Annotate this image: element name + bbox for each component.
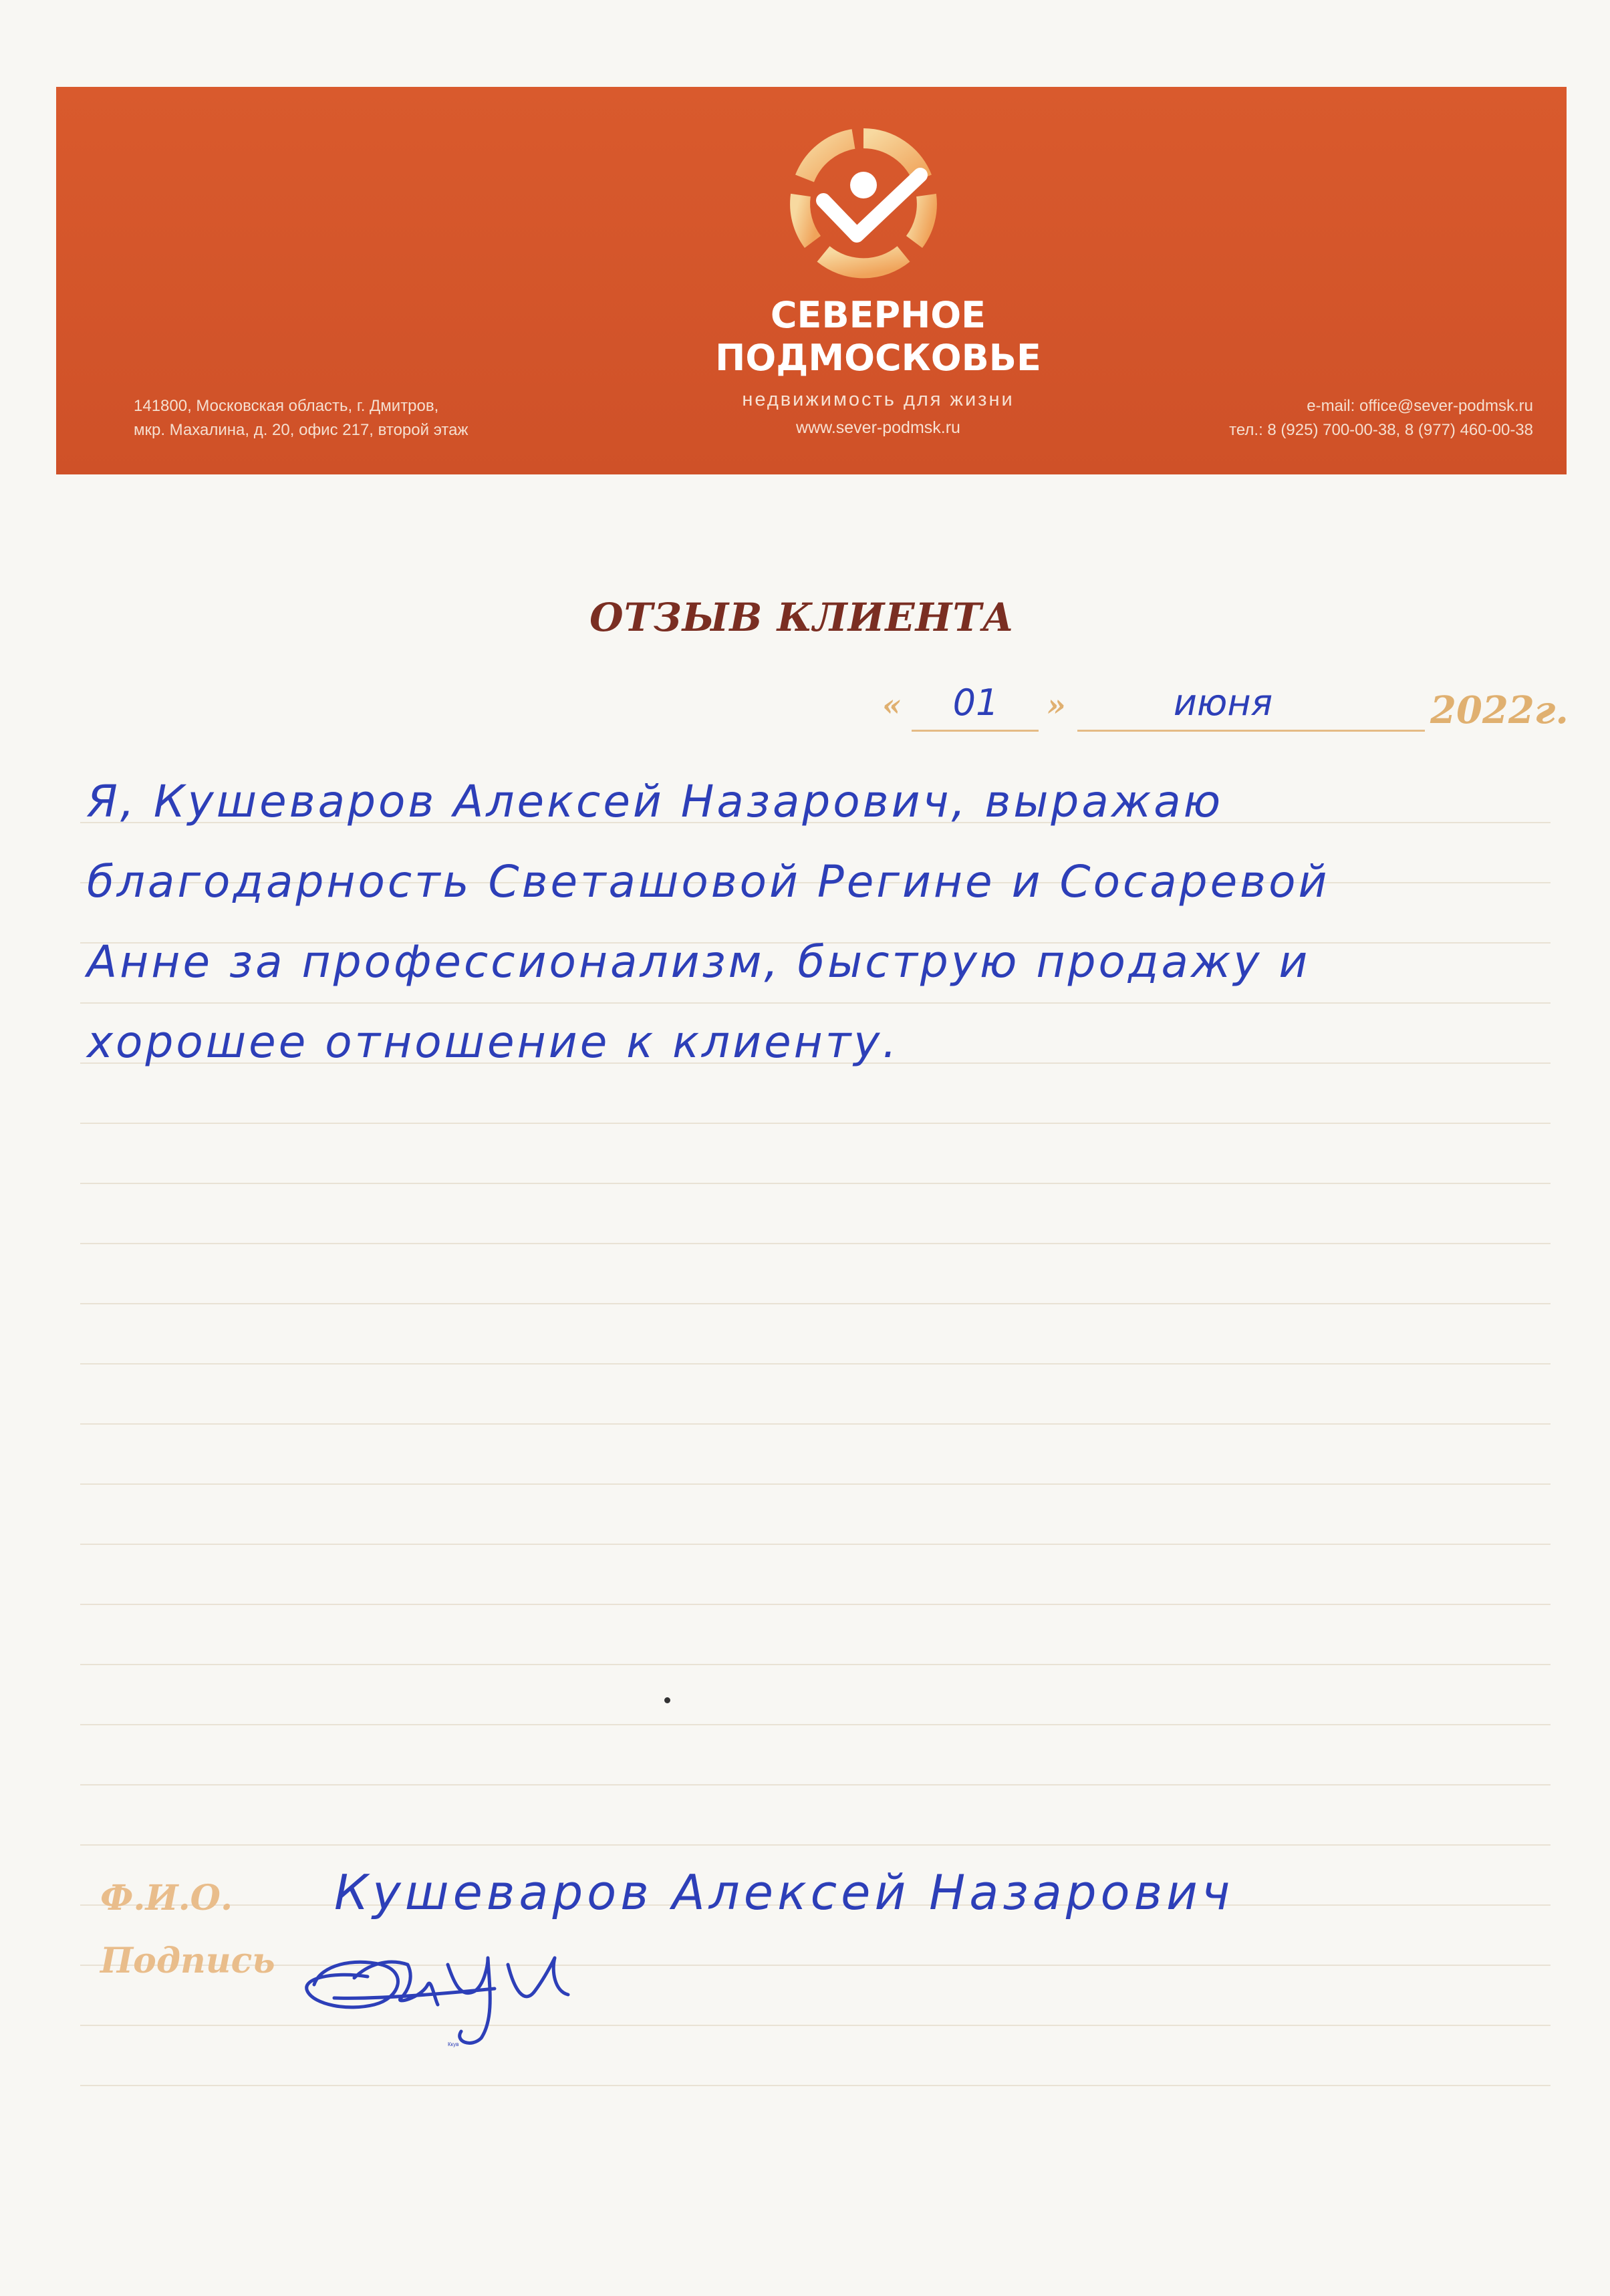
date-close-quote: » [1047,687,1066,723]
address-line-1: 141800, Московская область, г. Дмитров, [134,397,439,415]
ruled-line [80,1123,1551,1124]
brand-name-line2: ПОДМОСКОВЬЕ [715,337,1041,379]
signature-text: Ккув [448,2041,459,2047]
email: e-mail: office@sever-podmsk.ru [1307,397,1533,415]
signature-image [294,1924,601,2051]
ruled-line [80,1724,1551,1725]
month-underline [1077,730,1425,732]
ruled-line [80,1363,1551,1365]
ruled-line [80,1664,1551,1665]
website-link: www.sever-podmsk.ru [796,418,960,437]
review-line: благодарность Светашовой Регине и Сосаревой [87,856,1330,907]
address-line-2: мкр. Махалина, д. 20, офис 217, второй этаж [134,421,468,439]
phones: тел.: 8 (925) 700-00-38, 8 (977) 460-00-38 [1229,421,1533,439]
date-day: 01 [952,682,999,724]
name-value: Кушеваров Алексей Назарович [334,1864,1234,1920]
review-line: хорошее отношение к клиенту. [87,1016,900,1068]
ruled-line [80,1544,1551,1545]
form-title: ОТЗЫВ КЛИЕНТА [589,595,1015,640]
review-line: Я, Кушеваров Алексей Назарович, выражаю [87,776,1224,827]
ruled-line [80,2085,1551,2086]
ruled-line [80,1183,1551,1184]
company-logo-icon [783,122,944,282]
company-address [134,394,468,442]
letterhead [56,87,1567,474]
day-underline [912,730,1039,732]
signature-label: Подпись [100,1941,275,1981]
ruled-line [80,1604,1551,1605]
brand-name-line1: СЕВЕРНОЕ [770,294,986,336]
date-year: 2022г. [1430,688,1569,732]
ruled-line [80,1784,1551,1785]
date-field [882,682,1569,735]
ruled-line [80,1844,1551,1846]
ruled-line [80,1303,1551,1304]
company-contacts [1229,394,1533,442]
review-text [87,762,1544,1083]
ruled-line [80,1423,1551,1425]
date-open-quote: « [882,687,902,723]
ink-dot [664,1697,670,1703]
ruled-line [80,1483,1551,1485]
date-month: июня [1173,682,1273,724]
review-line: Анне за профессионализм, быструю продажу и [87,936,1311,988]
ruled-line [80,1243,1551,1244]
name-label: Ф.И.О. [100,1878,233,1918]
brand-tagline: недвижимость для жизни [742,389,1015,410]
